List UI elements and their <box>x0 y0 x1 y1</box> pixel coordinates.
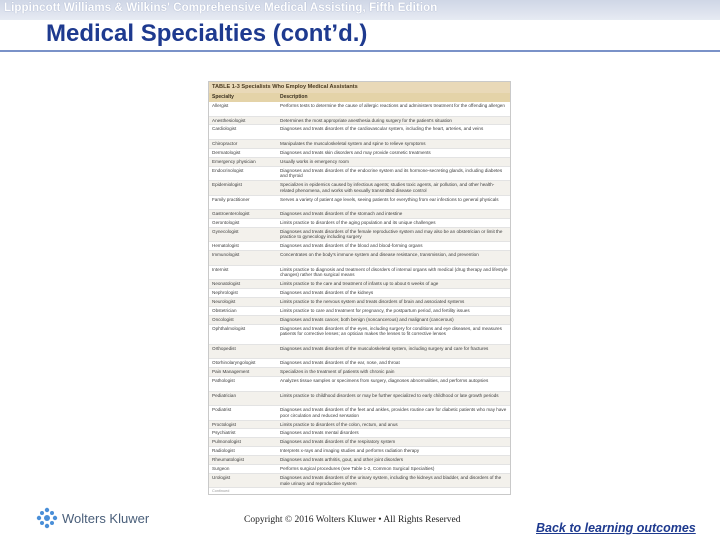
table-row <box>209 125 510 140</box>
column-header-specialty: Specialty <box>212 94 234 100</box>
row-specialty: Otorhinolaryngologist <box>212 360 256 366</box>
row-description: Limits practice to diagnosis and treatment of disorders of internal organs with medical (drug therapy and lifestyle changes) rather than surgical means <box>280 266 508 278</box>
table-row <box>209 196 510 211</box>
top-band <box>0 0 720 20</box>
row-specialty: Rheumatologist <box>212 457 244 463</box>
row-description: Limits practice to care and treatment for pregnancy, the postpartum period, and fertility issues <box>280 307 470 313</box>
table-row <box>209 368 510 377</box>
table-row <box>209 117 510 126</box>
row-description: Performs tests to determine the cause of allergic reactions and administers treatment for the offending allergen <box>280 103 505 108</box>
row-specialty: Endocrinologist <box>212 167 244 173</box>
logo-dot <box>53 516 57 520</box>
row-specialty: Pathologist <box>212 378 235 384</box>
table-row <box>209 251 510 266</box>
row-description: Limits practice to disorders of the colon, rectum, and anus <box>280 421 398 427</box>
row-description: Diagnoses and treats disorders of the kidneys <box>280 290 374 296</box>
row-specialty: Nephrologist <box>212 290 238 296</box>
table-row <box>209 298 510 307</box>
row-description: Diagnoses and treats disorders of the cardiovascular system, including the heart, arteries, and veins <box>280 126 484 132</box>
row-description: Diagnoses and treats disorders of the urinary system, including the kidneys and bladder, and disorders of the male urinary and reproductive system <box>280 474 502 486</box>
row-description: Diagnoses and treats skin disorders and may provide cosmetic treatments <box>280 149 431 155</box>
table-row <box>209 149 510 158</box>
table-row <box>209 359 510 368</box>
table-row <box>209 377 510 392</box>
row-specialty: Hematologist <box>212 243 239 249</box>
row-description: Usually works in emergency room <box>280 158 349 164</box>
table-caption: TABLE 1-3 Specialists Who Employ Medical Assistants <box>209 82 510 93</box>
row-description: Interprets x-rays and imaging studies and performs radiation therapy <box>280 448 420 454</box>
row-description: Limits practice to childhood disorders or may be further specialized to early childhood or late growth periods <box>280 392 499 398</box>
logo-text: Wolters Kluwer <box>62 510 150 526</box>
table-row <box>209 280 510 289</box>
row-specialty: Dermatologist <box>212 149 241 155</box>
row-description: Analyzes tissue samples or specimens from surgery, diagnoses abnormalities, and performs autopsies <box>280 378 489 384</box>
row-description: Performs surgical procedures (see Table 1-2, Common Surgical Specialties) <box>280 466 435 472</box>
row-specialty: Internist <box>212 266 229 272</box>
logo-dot <box>40 511 44 515</box>
column-header-description: Description <box>280 94 308 100</box>
row-description: Diagnoses and treats disorders of the eyes, including surgery for conditions and eye diseases, and measures patients for corrective lenses; an optician makes the lenses to fit corrective lenses <box>280 325 502 337</box>
row-description: Limits practice to the nervous system and treats disorders of brain and associated systems <box>280 299 465 305</box>
table-row <box>209 140 510 149</box>
row-description: Diagnoses and treats cancer, both benign (noncancerous) and malignant (cancerous) <box>280 316 454 322</box>
logo-dot <box>45 508 49 512</box>
logo-dot <box>50 511 54 515</box>
table-row <box>209 345 510 360</box>
row-description: Determines the most appropriate anesthesia during surgery for the patient's situation <box>280 117 452 123</box>
table-row <box>209 181 510 196</box>
table-row <box>209 158 510 167</box>
table-row <box>209 210 510 219</box>
table-row <box>209 429 510 438</box>
row-description: Specializes in epidemics caused by infectious agents; studies toxic agents, air pollution, and other health-related phenomena, and works with sexually transmitted disease control <box>280 182 495 193</box>
publisher-logo <box>36 507 149 529</box>
row-specialty: Allergist <box>212 103 229 108</box>
logo-dot <box>45 524 49 528</box>
logo-dot <box>37 516 41 520</box>
title-divider <box>0 50 720 52</box>
row-specialty: Neonatologist <box>212 281 241 287</box>
row-specialty: Chiropractor <box>212 140 238 146</box>
table-footnote: Continued <box>212 489 230 494</box>
row-description: Diagnoses and treats disorders of the musculoskeletal system, including surgery and care for fractures <box>280 345 489 351</box>
table-row <box>209 465 510 474</box>
row-description: Manipulates the musculoskeletal system and spine to relieve symptoms <box>280 140 426 146</box>
row-specialty: Urologist <box>212 474 231 480</box>
row-specialty: Gastroenterologist <box>212 211 250 217</box>
row-specialty: Ophthalmologist <box>212 325 246 331</box>
row-specialty: Family practitioner <box>212 196 250 202</box>
copyright-notice: Copyright © 2016 Wolters Kluwer • All Rights Reserved <box>244 515 461 525</box>
book-title: Lippincott Williams & Wilkins' Comprehensive Medical Assisting, Fifth Edition <box>4 2 438 14</box>
table-row <box>209 406 510 421</box>
table-row <box>209 421 510 430</box>
slide-title: Medical Specialties (cont’d.) <box>46 20 368 47</box>
logo-dot <box>50 521 54 525</box>
row-specialty: Gerontologist <box>212 219 240 225</box>
row-specialty: Surgeon <box>212 466 230 472</box>
row-specialty: Pulmonologist <box>212 439 241 445</box>
row-description: Diagnoses and treats disorders of the blood and blood-forming organs <box>280 243 423 249</box>
back-to-learning-outcomes-link[interactable]: Back to learning outcomes <box>536 521 696 535</box>
row-specialty: Epidemiologist <box>212 182 242 188</box>
row-specialty: Emergency physician <box>212 158 256 164</box>
row-specialty: Gynecologist <box>212 228 239 234</box>
row-description: Diagnoses and treats mental disorders <box>280 430 359 436</box>
row-description: Limits practice to disorders of the aging population and its unique challenges <box>280 219 436 225</box>
row-specialty: Radiologist <box>212 448 235 454</box>
row-specialty: Proctologist <box>212 421 237 427</box>
table-row <box>209 316 510 325</box>
row-description: Diagnoses and treats disorders of the female reproductive system and may also be an obstetrician or limit the practice to gynecology including surgery <box>280 228 503 240</box>
row-specialty: Neurologist <box>212 299 236 305</box>
row-description: Diagnoses and treats disorders of the respiratory system <box>280 439 396 445</box>
row-specialty: Obstetrician <box>212 307 237 313</box>
row-specialty: Cardiologist <box>212 126 237 132</box>
row-specialty: Pain Management <box>212 369 250 375</box>
table-row <box>209 228 510 243</box>
table-row <box>209 456 510 465</box>
row-description: Diagnoses and treats arthritis, gout, and other joint disorders <box>280 457 404 463</box>
row-specialty: Pediatrician <box>212 392 237 398</box>
row-description: Concentrates on the body's immune system and disease resistance, transmission, and prevention <box>280 252 479 258</box>
table-row <box>209 242 510 251</box>
table-row <box>209 447 510 456</box>
row-description: Diagnoses and treats disorders of the feet and ankles, provides routine care for diabetic patients who may have poor circulation and reduced sensation <box>280 407 507 418</box>
specialists-table <box>208 81 511 495</box>
wolters-kluwer-logo-icon <box>36 507 58 529</box>
table-row <box>209 474 510 489</box>
row-description: Diagnoses and treats disorders of the ear, nose, and throat <box>280 360 400 366</box>
row-specialty: Podiatrist <box>212 407 232 413</box>
row-description: Serves a variety of patient age levels, seeing patients for everything from ear infections to general physicals <box>280 196 499 202</box>
table-row <box>209 102 510 117</box>
row-description: Diagnoses and treats disorders of the endocrine system and its hormone-secreting glands, including diabetes and thyroid <box>280 167 503 179</box>
row-specialty: Psychiatrist <box>212 430 236 436</box>
table-header-row <box>209 93 510 102</box>
table-row <box>209 219 510 228</box>
table-row <box>209 307 510 316</box>
table-row <box>209 167 510 182</box>
row-specialty: Anesthesiologist <box>212 117 246 123</box>
row-specialty: Immunologist <box>212 252 240 258</box>
logo-dot <box>40 521 44 525</box>
table-row <box>209 325 510 345</box>
table-body <box>209 102 510 488</box>
table-row <box>209 289 510 298</box>
row-specialty: Oncologist <box>212 316 234 322</box>
row-description: Specializes in the treatment of patients with chronic pain <box>280 369 395 375</box>
row-description: Limits practice to the care and treatment of infants up to about 6 weeks of age <box>280 281 439 287</box>
table-row <box>209 392 510 407</box>
row-description: Diagnoses and treats disorders of the stomach and intestine <box>280 211 403 217</box>
logo-dot <box>44 515 50 521</box>
table-row <box>209 266 510 281</box>
table-row <box>209 438 510 447</box>
row-specialty: Orthopedist <box>212 345 236 351</box>
